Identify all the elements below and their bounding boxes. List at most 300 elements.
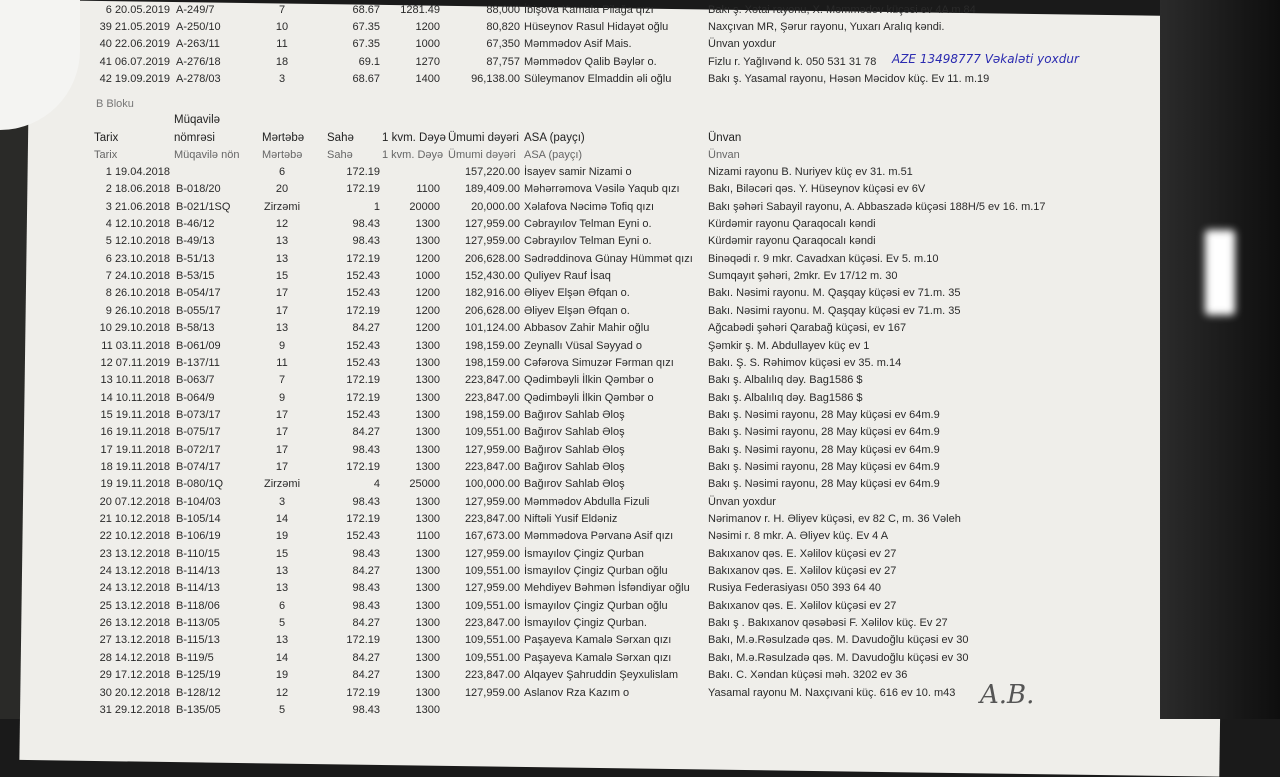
b-block-cell-floor: 17	[275, 460, 289, 473]
b-block-cell-contract: B-021/1SQ	[176, 200, 231, 213]
header-contract-top: Müqavilə	[174, 114, 221, 126]
b-block-cell-area: 98.43	[352, 599, 380, 612]
b-block-cell-price: 1000	[415, 270, 440, 283]
b-block-row	[30, 478, 1180, 494]
b-block-cell-total: 109,551.00	[464, 599, 520, 612]
b-block-cell-contract: B-137/11	[176, 356, 220, 369]
b-block-cell-total: 152,430.00	[464, 270, 520, 283]
b-block-cell-price: 1100	[416, 530, 440, 543]
b-block-cell-price: 1300	[415, 617, 440, 630]
b-block-cell-total: 127,959.00	[464, 582, 520, 595]
b-block-row	[30, 582, 1180, 598]
a-block-cell-floor: 3	[278, 72, 286, 85]
b-block-row	[30, 461, 1180, 477]
b-block-row	[30, 444, 1180, 460]
b-block-cell-total: 206,628.00	[464, 304, 520, 317]
b-block-cell-floor: 13	[275, 634, 289, 647]
b-block-cell-floor: 17	[275, 304, 289, 317]
header2-asa: ASA (payçı)	[524, 149, 583, 161]
a-block-cell-date: 6 20.05.2019	[105, 4, 170, 16]
b-block-cell-total: 109,551.00	[464, 651, 520, 664]
b-block-cell-price: 1300	[415, 235, 440, 248]
b-block-row	[30, 218, 1180, 234]
b-block-cell-date: 25 13.12.2018	[99, 599, 170, 612]
b-block-cell-floor: 12	[275, 218, 289, 231]
b-block-cell-total: 100,000.00	[464, 478, 520, 491]
header2-area: Sahə	[327, 149, 353, 161]
b-block-cell-area: 172.19	[346, 166, 380, 178]
a-block-cell-date: 41 06.07.2019	[99, 55, 170, 68]
b-block-cell-contract: B-51/13	[176, 252, 215, 265]
b-block-cell-total: 223,847.00	[464, 391, 520, 404]
a-block-cell-asa: Hüseynov Rasul Hidayət oğlu	[524, 21, 669, 34]
b-block-cell-asa: İsmayılov Çingiz Qurban oğlu	[524, 565, 668, 578]
b-block-cell-floor: 5	[278, 617, 286, 630]
b-block-row	[30, 357, 1180, 373]
a-block-cell-asa: Məmmədov Asif Mais.	[524, 38, 632, 51]
a-block-cell-price: 1400	[415, 72, 440, 85]
a-block-cell-total: 88,000	[486, 4, 520, 16]
b-block-cell-total: 127,959.00	[464, 218, 520, 231]
a-block-cell-address: Naxçıvan MR, Şərur rayonu, Yuxarı Aralıq kəndi.	[708, 21, 945, 34]
a-block-cell-date: 40 22.06.2019	[99, 38, 170, 51]
a-block-cell-total: 96,138.00	[471, 72, 520, 85]
b-block-cell-price: 25000	[409, 478, 440, 491]
b-block-cell-total: 109,551.00	[464, 426, 520, 439]
b-block-cell-address: Kürdəmir rayonu Qaraqocalı kəndi	[708, 218, 876, 231]
b-block-cell-address: Kürdəmir rayonu Qaraqocalı kəndi	[708, 235, 876, 248]
a-block-cell-address: Bakı ş. Yasamal rayonu, Həsən Məcidov küç. Ev 11. m.19	[708, 72, 990, 85]
b-block-cell-area: 84.27	[352, 426, 380, 439]
b-block-cell-contract: B-125/19	[176, 669, 221, 682]
b-block-cell-address: Rusiya Federasiyası 050 393 64 40	[708, 582, 882, 595]
b-block-cell-date: 2 18.06.2018	[105, 183, 170, 196]
b-block-cell-address: Bakıxanov qəs. E. Xəlilov küçəsi ev 27	[708, 599, 897, 612]
b-block-cell-price: 1300	[415, 686, 440, 699]
background-right	[1160, 0, 1280, 719]
a-block-cell-price: 1000	[415, 38, 440, 51]
b-block-cell-price: 1200	[415, 252, 440, 265]
b-block-cell-asa: İsayev samir Nizami o	[524, 166, 632, 178]
b-block-cell-asa: Paşayeva Kamalə Sərxan qızı	[524, 634, 672, 647]
b-block-cell-floor: 17	[275, 426, 289, 439]
b-block-cell-total: 182,916.00	[464, 287, 520, 300]
b-block-cell-price: 1300	[415, 495, 440, 508]
a-block-cell-area: 68.67	[352, 4, 380, 16]
a-block-cell-contract: A-278/03	[176, 72, 221, 85]
b-block-cell-floor: 14	[275, 513, 289, 525]
a-block-cell-total: 80,820	[486, 21, 520, 34]
b-block-cell-floor: 6	[278, 166, 286, 178]
b-block-cell-price: 1300	[415, 634, 440, 647]
b-block-cell-floor: 13	[275, 565, 289, 578]
b-block-cell-price: 1300	[415, 460, 440, 473]
b-block-cell-floor: Zirzəmi	[263, 478, 301, 491]
b-block-cell-contract: B-114/13	[176, 565, 220, 578]
b-block-cell-date: 14 10.11.2018	[100, 391, 170, 404]
b-block-cell-floor: 7	[278, 374, 286, 387]
b-block-cell-area: 152.43	[346, 530, 380, 543]
b-block-cell-floor: Zirzəmi	[263, 200, 301, 213]
light-glare	[1205, 230, 1235, 315]
b-block-cell-asa: Alqayev Şahruddin Şeyxulislam	[524, 669, 679, 682]
b-block-cell-address: Nəsimi r. 8 mkr. A. Əliyev küç. Ev 4 A	[708, 530, 889, 543]
b-block-cell-asa: Əliyev Elşən Əfqan o.	[524, 304, 630, 317]
b-block-cell-floor: 17	[275, 443, 289, 456]
header-row-top	[30, 114, 1180, 130]
b-block-cell-asa: Məhərrəmova Vəsilə Yaqub qızı	[524, 183, 680, 196]
b-block-cell-asa: Niftəli Yusif Eldəniz	[524, 513, 618, 525]
b-block-cell-asa: İsmayılov Çingiz Qurban.	[524, 617, 647, 630]
b-block-row	[30, 600, 1180, 616]
b-block-cell-date: 3 21.06.2018	[105, 200, 170, 213]
b-block-cell-asa: Bağırov Sahlab Əloş	[524, 408, 625, 421]
b-block-cell-date: 24 13.12.2018	[99, 565, 170, 578]
b-block-cell-contract: B-113/05	[176, 617, 220, 630]
document-sheet	[30, 0, 1230, 719]
b-block-row	[30, 201, 1180, 217]
b-block-cell-address: Ünvan yoxdur	[708, 495, 776, 508]
b-block-cell-area: 98.43	[352, 547, 380, 560]
header-floor: Mərtəbə	[262, 132, 305, 144]
a-block-cell-price: 1270	[415, 55, 440, 68]
b-block-cell-asa: Abbasov Zahir Mahir oğlu	[524, 322, 650, 335]
a-block-cell-contract: A-276/18	[176, 55, 221, 68]
b-block-cell-asa: Zeynallı Vüsal Səyyad o	[524, 339, 643, 352]
b-block-cell-date: 27 13.12.2018	[99, 634, 170, 647]
b-block-cell-asa: Qədimbəyli İlkin Qəmbər o	[524, 391, 654, 404]
b-block-cell-area: 98.43	[352, 703, 380, 716]
b-block-cell-contract: B-063/7	[176, 374, 215, 387]
b-block-cell-total: 223,847.00	[464, 669, 520, 682]
b-block-cell-date: 11 03.11.2018	[101, 339, 170, 352]
b-block-row	[30, 374, 1180, 390]
b-block-cell-floor: 13	[275, 322, 289, 335]
b-block-cell-contract: B-055/17	[176, 304, 221, 317]
header2-floor: Mərtəbə	[262, 149, 303, 161]
b-block-row	[30, 305, 1180, 321]
header2-date: Tarix	[94, 149, 118, 161]
b-block-cell-area: 172.19	[346, 686, 380, 699]
b-block-cell-floor: 17	[275, 408, 289, 421]
b-block-cell-asa: İsmayılov Çingiz Qurban	[524, 547, 644, 560]
b-block-cell-date: 26 13.12.2018	[99, 617, 170, 630]
b-block-cell-date: 28 14.12.2018	[99, 651, 170, 664]
b-block-cell-price: 1200	[415, 304, 440, 317]
b-block-cell-contract: B-135/05	[176, 703, 221, 716]
b-block-row	[30, 652, 1180, 668]
a-block-cell-area: 69.1	[358, 55, 380, 68]
b-block-cell-contract: B-114/13	[176, 582, 220, 595]
b-block-cell-address: Bakıxanov qəs. E. Xəlilov küçəsi ev 27	[708, 565, 897, 578]
b-block-cell-price: 1200	[415, 322, 440, 335]
b-block-cell-area: 172.19	[346, 374, 380, 387]
header-asa: ASA (payçı)	[524, 132, 585, 144]
header2-total: Ümumi dəyəri	[448, 149, 516, 161]
b-block-cell-area: 172.19	[346, 460, 380, 473]
b-block-cell-price: 1300	[415, 599, 440, 612]
b-block-cell-address: Yasamal rayonu M. Naxçıvani küç. 616 ev 10. m43	[708, 686, 956, 699]
b-block-cell-total: 109,551.00	[464, 565, 520, 578]
b-block-cell-price: 1300	[415, 356, 440, 369]
b-block-cell-price: 1100	[416, 183, 440, 196]
b-block-cell-contract: B-018/20	[176, 183, 221, 196]
b-block-cell-area: 98.43	[352, 218, 380, 231]
b-block-row	[30, 617, 1180, 633]
b-block-cell-date: 17 19.11.2018	[100, 443, 170, 456]
b-block-cell-address: Nərimanov r. H. Əliyev küçəsi, ev 82 C, m. 36 Vəleh	[708, 513, 961, 525]
b-block-cell-price: 1300	[415, 669, 440, 682]
header2-contract: Müqavilə nön	[174, 149, 240, 161]
b-block-cell-area: 152.43	[346, 270, 380, 283]
b-block-cell-asa: Mehdiyev Bəhmən İsfəndiyar oğlu	[524, 582, 690, 595]
b-block-cell-price: 20000	[409, 200, 440, 213]
b-block-cell-area: 172.19	[346, 304, 380, 317]
b-block-cell-contract: B-104/03	[176, 495, 221, 508]
b-block-cell-address: Bakı, M.ə.Rəsulzadə qəs. M. Davudoğlu küçəsi ev 30	[708, 651, 969, 664]
b-block-cell-total: 20,000.00	[471, 200, 520, 213]
b-block-cell-address: Bakı, Biləcəri qəs. Y. Hüseynov küçəsi ev 6V	[708, 183, 926, 196]
b-block-row	[30, 496, 1180, 512]
b-block-cell-contract: B-110/15	[176, 547, 220, 560]
b-block-cell-contract: B-105/14	[176, 513, 221, 525]
a-block-cell-price: 1200	[415, 21, 440, 34]
b-block-cell-area: 1	[373, 200, 380, 213]
header-total: Ümumi dəyəri	[448, 132, 519, 144]
a-block-cell-date: 42 19.09.2019	[99, 72, 170, 85]
b-block-cell-price: 1300	[415, 547, 440, 560]
b-block-cell-asa: Cəfərova Simuzər Fərman qızı	[524, 356, 674, 369]
a-block-cell-area: 67.35	[352, 38, 380, 51]
a-block-cell-date: 39 21.05.2019	[99, 21, 170, 34]
b-block-cell-address: Bakı ş. Albalılıq dəy. Bag1586 $	[708, 391, 863, 404]
b-block-cell-date: 30 20.12.2018	[99, 686, 170, 699]
a-block-cell-floor: 7	[278, 4, 286, 16]
b-block-cell-area: 4	[373, 478, 380, 491]
b-block-cell-total: 167,673.00	[464, 530, 520, 543]
b-block-row	[30, 530, 1180, 546]
b-block-cell-date: 5 12.10.2018	[105, 235, 170, 248]
b-block-cell-floor: 15	[275, 547, 289, 560]
b-block-cell-floor: 13	[275, 252, 289, 265]
b-block-cell-total: 127,959.00	[464, 443, 520, 456]
a-block-cell-address: Bakı ş. Xətai rayonu, X. Məmmədov küçəsi ev 4A m.84	[708, 4, 976, 16]
b-block-cell-total: 223,847.00	[464, 374, 520, 387]
b-block-row	[30, 270, 1180, 286]
b-block-cell-price: 1300	[415, 339, 440, 352]
b-block-cell-price: 1300	[415, 218, 440, 231]
b-block-cell-floor: 3	[278, 495, 286, 508]
b-block-cell-address: Nizami rayonu B. Nuriyev küç ev 31. m.51	[708, 166, 913, 178]
b-block-cell-contract: B-072/17	[176, 443, 221, 456]
header2-price: 1 kvm. Dəyə	[382, 149, 444, 161]
b-block-cell-date: 21 10.12.2018	[99, 513, 170, 525]
b-block-cell-asa: Bağırov Sahlab Əloş	[524, 443, 625, 456]
b-block-cell-address: Bakı, M.ə.Rəsulzadə qəs. M. Davudoğlu küçəsi ev 30	[708, 634, 969, 647]
b-block-cell-contract: B-115/13	[176, 634, 220, 647]
b-block-cell-total: 101,124.00	[464, 322, 520, 335]
b-block-cell-total: 189,409.00	[464, 183, 520, 196]
b-block-cell-address: Bakı. Nəsimi rayonu. M. Qaşqay küçəsi ev 71.m. 35	[708, 304, 961, 317]
b-block-cell-floor: 11	[276, 356, 288, 369]
b-block-cell-date: 29 17.12.2018	[99, 669, 170, 682]
b-block-cell-total: 127,959.00	[464, 495, 520, 508]
b-block-cell-address: Binəqədi r. 9 mkr. Cavadxan küçəsi. Ev 5. m.10	[708, 252, 939, 265]
b-block-cell-address: Sumqayıt şəhəri, 2mkr. Ev 17/12 m. 30	[708, 270, 898, 283]
b-block-cell-asa: İsmayılov Çingiz Qurban oğlu	[524, 599, 668, 612]
b-block-row	[30, 409, 1180, 425]
b-block-cell-floor: 13	[275, 582, 289, 595]
b-block-cell-price: 1300	[415, 703, 440, 716]
b-block-cell-asa: Bağırov Sahlab Əloş	[524, 460, 625, 473]
b-block-cell-asa: Aslanov Rza Kazım o	[524, 686, 630, 699]
b-block-cell-date: 8 26.10.2018	[105, 287, 170, 300]
b-block-row	[30, 253, 1180, 269]
b-block-cell-floor: 9	[278, 339, 286, 352]
b-block-cell-area: 172.19	[346, 183, 380, 196]
a-block-cell-total: 87,757	[486, 55, 520, 68]
b-block-row	[30, 634, 1180, 650]
b-block-cell-date: 13 10.11.2018	[100, 374, 170, 387]
header-price: 1 kvm. Dəyə	[382, 132, 446, 144]
b-block-cell-total: 206,628.00	[464, 252, 520, 265]
a-block-cell-area: 67.35	[352, 21, 380, 34]
header-area: Sahə	[327, 132, 354, 144]
b-block-cell-floor: 12	[275, 686, 289, 699]
b-block-cell-area: 172.19	[346, 634, 380, 647]
b-block-row	[30, 513, 1180, 529]
b-block-cell-address: Bakı ş. Albalılıq dəy. Bag1586 $	[708, 374, 863, 387]
b-block-cell-address: Bakı ş. Nəsimi rayonu, 28 May küçəsi ev 64m.9	[708, 478, 940, 491]
b-block-row	[30, 287, 1180, 303]
a-block-row	[30, 4, 1180, 20]
b-block-row	[30, 426, 1180, 442]
b-block-cell-floor: 15	[275, 270, 289, 283]
b-block-cell-area: 172.19	[346, 513, 380, 525]
b-block-cell-contract: B-128/12	[176, 686, 221, 699]
a-block-row	[30, 73, 1180, 89]
b-block-cell-area: 172.19	[346, 391, 380, 404]
b-block-cell-address: Bakı ş. Nəsimi rayonu, 28 May küçəsi ev 64m.9	[708, 460, 940, 473]
b-block-cell-contract: B-064/9	[176, 391, 215, 404]
b-block-cell-date: 6 23.10.2018	[105, 252, 170, 265]
b-block-row	[30, 565, 1180, 581]
b-block-cell-address: Bakı ş. Nəsimi rayonu, 28 May küçəsi ev 64m.9	[708, 408, 940, 421]
b-block-cell-floor: 13	[275, 235, 289, 248]
b-block-cell-date: 15 19.11.2018	[100, 408, 170, 421]
b-block-cell-floor: 14	[275, 651, 289, 664]
b-block-cell-price: 1300	[415, 651, 440, 664]
a-block-cell-floor: 11	[276, 38, 288, 51]
b-block-cell-area: 152.43	[346, 356, 380, 369]
b-block-cell-price: 1300	[415, 374, 440, 387]
header-date: Tarix	[94, 132, 119, 144]
b-block-cell-asa: Quliyev Rauf İsaq	[524, 270, 611, 283]
b-block-cell-asa: Sədrəddinova Günay Hümmət qızı	[524, 252, 693, 265]
b-block-cell-asa: Bağırov Sahlab Əloş	[524, 426, 625, 439]
b-block-cell-price: 1300	[415, 426, 440, 439]
b-block-cell-area: 98.43	[352, 582, 380, 595]
a-block-cell-floor: 18	[275, 55, 289, 68]
b-block-cell-total: 157,220.00	[464, 166, 520, 178]
signature: A.B.	[980, 680, 1035, 710]
b-block-cell-total: 223,847.00	[464, 617, 520, 630]
b-block-cell-total: 127,959.00	[464, 547, 520, 560]
b-block-cell-price: 1300	[415, 443, 440, 456]
b-block-cell-total: 223,847.00	[464, 513, 520, 525]
b-block-cell-area: 84.27	[352, 565, 380, 578]
b-block-cell-date: 18 19.11.2018	[100, 460, 170, 473]
b-block-cell-date: 24 13.12.2018	[99, 582, 170, 595]
b-block-row	[30, 392, 1180, 408]
a-block-cell-asa: Süleymanov Elmaddin əli oğlu	[524, 72, 672, 85]
b-block-cell-area: 172.19	[346, 252, 380, 265]
a-block-cell-address: Fizlu r. Yağlıvənd k. 050 531 31 78	[708, 55, 877, 68]
a-block-cell-total: 67,350	[486, 38, 520, 51]
b-block-cell-contract: B-106/19	[176, 530, 221, 543]
b-block-cell-area: 84.27	[352, 617, 380, 630]
b-block-cell-contract: B-118/06	[176, 599, 220, 612]
b-block-cell-contract: B-074/17	[176, 460, 221, 473]
b-block-cell-price: 1300	[415, 513, 440, 525]
b-block-cell-asa: Paşayeva Kamalə Sərxan qızı	[524, 651, 672, 664]
b-block-row	[30, 322, 1180, 338]
b-block-cell-date: 1 19.04.2018	[105, 166, 170, 178]
a-block-cell-floor: 10	[275, 21, 289, 34]
b-block-cell-area: 98.43	[352, 235, 380, 248]
b-block-cell-date: 23 13.12.2018	[99, 547, 170, 560]
b-block-cell-area: 84.27	[352, 669, 380, 682]
b-block-cell-date: 4 12.10.2018	[105, 218, 170, 231]
b-block-cell-contract: B-119/5	[176, 651, 214, 664]
b-block-cell-floor: 5	[278, 703, 286, 716]
b-block-cell-address: Bakı ş . Bakıxanov qəsəbəsi F. Xəlilov küç. Ev 27	[708, 617, 948, 630]
b-block-cell-total: 127,959.00	[464, 235, 520, 248]
b-block-cell-asa: Məmmədov Abdulla Fizuli	[524, 495, 650, 508]
b-block-cell-area: 152.43	[346, 408, 380, 421]
b-block-cell-date: 7 24.10.2018	[105, 270, 170, 283]
b-block-cell-price: 1300	[415, 408, 440, 421]
a-block-cell-contract: A-250/10	[176, 21, 221, 34]
a-block-cell-asa: İbişova Kamala Pilağa qızı	[524, 4, 654, 16]
b-block-cell-address: Bakı ş. Nəsimi rayonu, 28 May küçəsi ev 64m.9	[708, 443, 940, 456]
b-block-cell-floor: 19	[275, 530, 289, 543]
b-block-cell-contract: B-49/13	[176, 235, 215, 248]
b-block-cell-total: 198,159.00	[464, 408, 520, 421]
b-block-cell-asa: Məmmədova Pərvanə Asif qızı	[524, 530, 674, 543]
b-block-cell-contract: B-054/17	[176, 287, 221, 300]
b-block-cell-address: Ağcabədi şəhəri Qarabağ küçəsi, ev 167	[708, 322, 907, 335]
header-row-secondary	[30, 149, 1180, 165]
b-block-cell-price: 1300	[415, 565, 440, 578]
b-block-cell-date: 19 19.11.2018	[100, 478, 170, 491]
b-block-cell-total: 223,847.00	[464, 460, 520, 473]
b-block-cell-address: Şəmkir ş. M. Abdullayev küç ev 1	[708, 339, 870, 352]
b-block-cell-area: 98.43	[352, 443, 380, 456]
b-block-cell-area: 84.27	[352, 322, 380, 335]
b-block-cell-contract: B-46/12	[176, 218, 215, 231]
section-title: B Bloku	[96, 98, 134, 110]
b-block-cell-total: 198,159.00	[464, 356, 520, 369]
a-block-row	[30, 21, 1180, 37]
a-block-cell-asa: Məmmədov Qalib Bəylər o.	[524, 55, 657, 68]
b-block-cell-asa: Bağırov Sahlab Əloş	[524, 478, 625, 491]
b-block-cell-asa: Xəlafova Nəcimə Tofiq qızı	[524, 200, 655, 213]
b-block-cell-date: 20 07.12.2018	[99, 495, 170, 508]
a-block-cell-area: 68.67	[352, 72, 380, 85]
b-block-cell-asa: Əliyev Elşən Əfqan o.	[524, 287, 630, 300]
b-block-cell-address: Bakı. Ş. S. Rəhimov küçəsi ev 35. m.14	[708, 356, 902, 369]
